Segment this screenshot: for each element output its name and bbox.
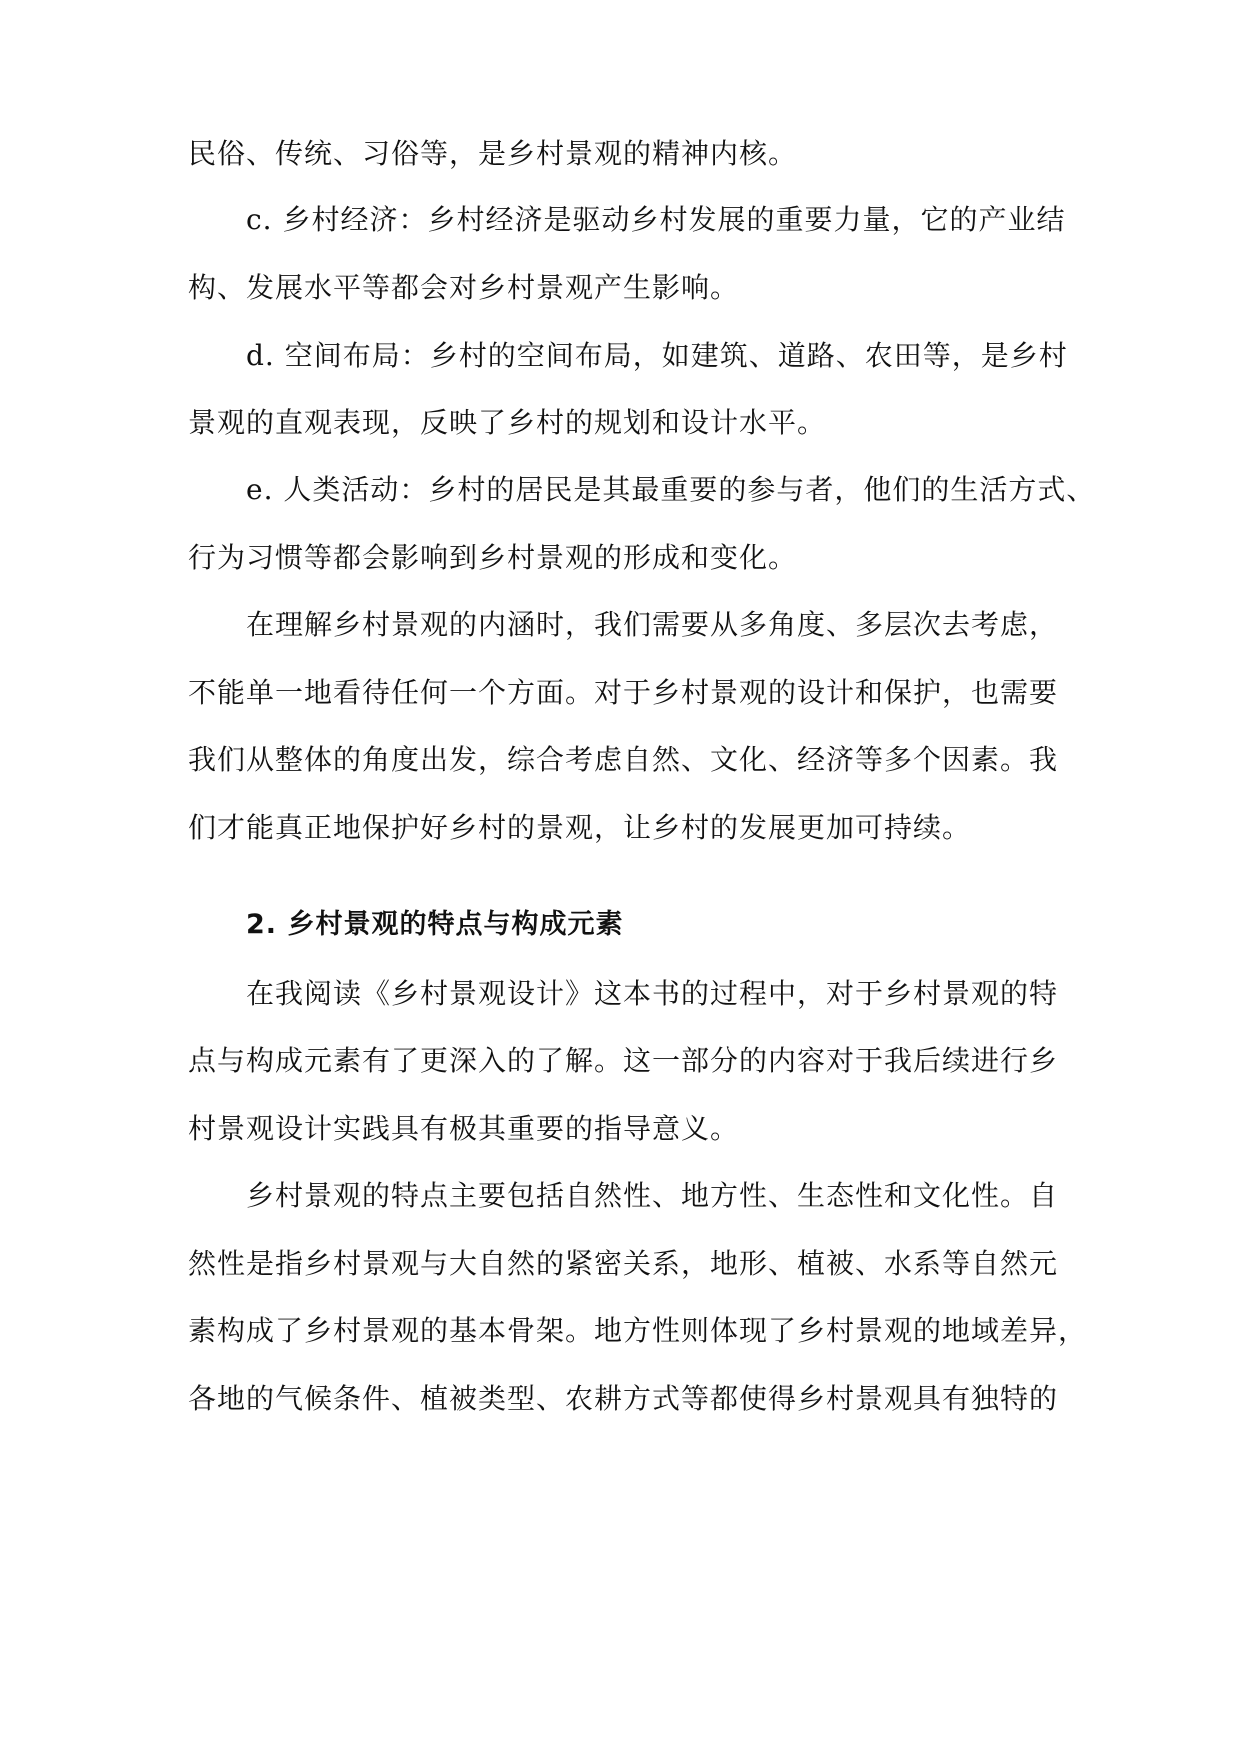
paragraph-line: 民俗、传统、习俗等，是乡村景观的精神内核。: [188, 137, 798, 170]
paragraph-line: 乡村景观的特点主要包括自然性、地方性、生态性和文化性。自: [246, 1179, 1059, 1212]
paragraph-line: d. 空间布局：乡村的空间布局，如建筑、道路、农田等，是乡村: [246, 339, 1068, 372]
paragraph-line: 我们从整体的角度出发，综合考虑自然、文化、经济等多个因素。我: [188, 743, 1059, 776]
paragraph-line: 行为习惯等都会影响到乡村景观的形成和变化。: [188, 541, 798, 574]
paragraph-line: 景观的直观表现，反映了乡村的规划和设计水平。: [188, 406, 827, 439]
paragraph-line: 村景观设计实践具有极其重要的指导意义。: [188, 1112, 740, 1145]
paragraph-line: 在我阅读《乡村景观设计》这本书的过程中，对于乡村景观的特: [246, 977, 1059, 1010]
paragraph-line: 各地的气候条件、植被类型、农耕方式等都使得乡村景观具有独特的: [188, 1382, 1059, 1415]
paragraph-line: 在理解乡村景观的内涵时，我们需要从多角度、多层次去考虑，: [246, 608, 1059, 641]
paragraph-line: 们才能真正地保护好乡村的景观，让乡村的发展更加可持续。: [188, 811, 972, 844]
paragraph-line: 然性是指乡村景观与大自然的紧密关系，地形、植被、水系等自然元: [188, 1247, 1059, 1280]
section-heading: 2. 乡村景观的特点与构成元素: [246, 909, 624, 940]
paragraph-line: c. 乡村经济：乡村经济是驱动乡村发展的重要力量，它的产业结: [246, 203, 1066, 236]
paragraph-line: 素构成了乡村景观的基本骨架。地方性则体现了乡村景观的地域差异，: [188, 1314, 1088, 1347]
paragraph-line: 点与构成元素有了更深入的了解。这一部分的内容对于我后续进行乡: [188, 1044, 1059, 1077]
paragraph-line: 不能单一地看待任何一个方面。对于乡村景观的设计和保护，也需要: [188, 676, 1059, 709]
paragraph-line: 构、发展水平等都会对乡村景观产生影响。: [188, 271, 740, 304]
paragraph-line: e. 人类活动：乡村的居民是其最重要的参与者，他们的生活方式、: [246, 473, 1096, 506]
